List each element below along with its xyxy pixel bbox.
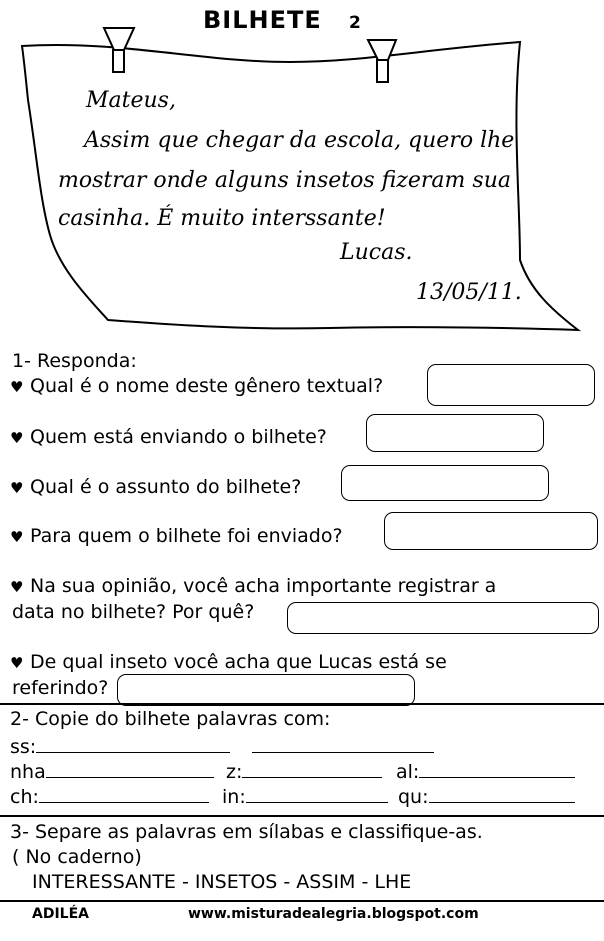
question-2 — [10, 426, 327, 448]
page-title: BILHETE — [203, 6, 322, 34]
fill-row-qu — [398, 784, 575, 808]
question-4-text: Para quem o bilhete foi enviado? — [30, 525, 343, 547]
divider — [0, 900, 604, 902]
label-al: al: — [396, 761, 420, 783]
label-qu: qu: — [398, 786, 429, 808]
fill-row-ss — [10, 734, 230, 758]
section3-words: INTERESSANTE - INSETOS - ASSIM - LHE — [32, 871, 412, 893]
fill-line-al[interactable] — [419, 759, 575, 778]
heart-icon: ♥ — [10, 578, 24, 596]
fill-line-ch[interactable] — [39, 784, 209, 803]
heart-icon: ♥ — [10, 479, 24, 497]
question-2-text: Quem está enviando o bilhete? — [30, 426, 327, 448]
note-greeting: Mateus, — [86, 88, 176, 113]
heart-icon: ♥ — [10, 528, 24, 546]
page-number: 2 — [349, 13, 361, 33]
answer-box-1[interactable] — [427, 364, 595, 406]
question-3 — [10, 476, 301, 498]
section1-heading: 1- Responda: — [12, 350, 137, 372]
fill-line-in[interactable] — [246, 784, 388, 803]
answer-box-2[interactable] — [366, 414, 544, 452]
section3-subheading: ( No caderno) — [12, 846, 142, 868]
heart-icon: ♥ — [10, 378, 24, 396]
section2-heading: 2- Copie do bilhete palavras com: — [10, 708, 331, 730]
question-5-cont: data no bilhete? Por quê? — [12, 601, 255, 623]
fill-line-qu[interactable] — [429, 784, 575, 803]
footer-author: ADILÉA — [32, 906, 89, 922]
answer-box-5[interactable] — [287, 602, 599, 634]
fill-line-ss-2[interactable] — [252, 734, 434, 753]
label-z: z: — [226, 761, 243, 783]
fill-row-al — [396, 759, 575, 783]
footer-website[interactable]: www.misturadealegria.blogspot.com — [188, 906, 479, 922]
fill-row-nha — [10, 759, 214, 783]
fill-line-nha[interactable] — [46, 759, 214, 778]
note-line-1: Assim que chegar da escola, quero lhe — [84, 128, 515, 153]
answer-box-4[interactable] — [384, 512, 598, 550]
fill-line-z[interactable] — [242, 759, 382, 778]
fill-row-in — [222, 784, 388, 808]
divider — [0, 815, 604, 817]
heart-icon: ♥ — [10, 654, 24, 672]
heart-icon: ♥ — [10, 429, 24, 447]
question-4 — [10, 525, 343, 547]
question-3-text: Qual é o assunto do bilhete? — [30, 476, 302, 498]
fill-row-ss-2 — [252, 734, 434, 758]
note-line-2: mostrar onde alguns insetos fizeram sua — [58, 168, 511, 193]
note-date: 13/05/11. — [416, 280, 522, 305]
question-6-text: De qual inseto você acha que Lucas está se — [30, 651, 447, 673]
question-1-text: Qual é o nome deste gênero textual? — [30, 375, 384, 397]
section3-heading: 3- Separe as palavras em sílabas e classifique-as. — [10, 821, 483, 843]
note-signature: Lucas. — [340, 240, 413, 265]
note-line-3: casinha. É muito interssante! — [58, 206, 386, 231]
answer-box-3[interactable] — [341, 465, 549, 501]
label-ss: ss: — [10, 736, 37, 758]
divider — [0, 703, 604, 705]
question-6 — [10, 651, 447, 673]
label-ch: ch: — [10, 786, 39, 808]
question-5-text: Na sua opinião, você acha importante registrar a — [30, 575, 497, 597]
fill-line-ss[interactable] — [36, 734, 230, 753]
label-nha: nha — [10, 761, 46, 783]
question-6-cont: referindo? — [12, 677, 109, 699]
fill-row-ch — [10, 784, 209, 808]
question-1 — [10, 375, 383, 397]
answer-box-6[interactable] — [117, 674, 415, 706]
fill-row-z — [226, 759, 382, 783]
label-in: in: — [222, 786, 246, 808]
question-5 — [10, 575, 496, 597]
